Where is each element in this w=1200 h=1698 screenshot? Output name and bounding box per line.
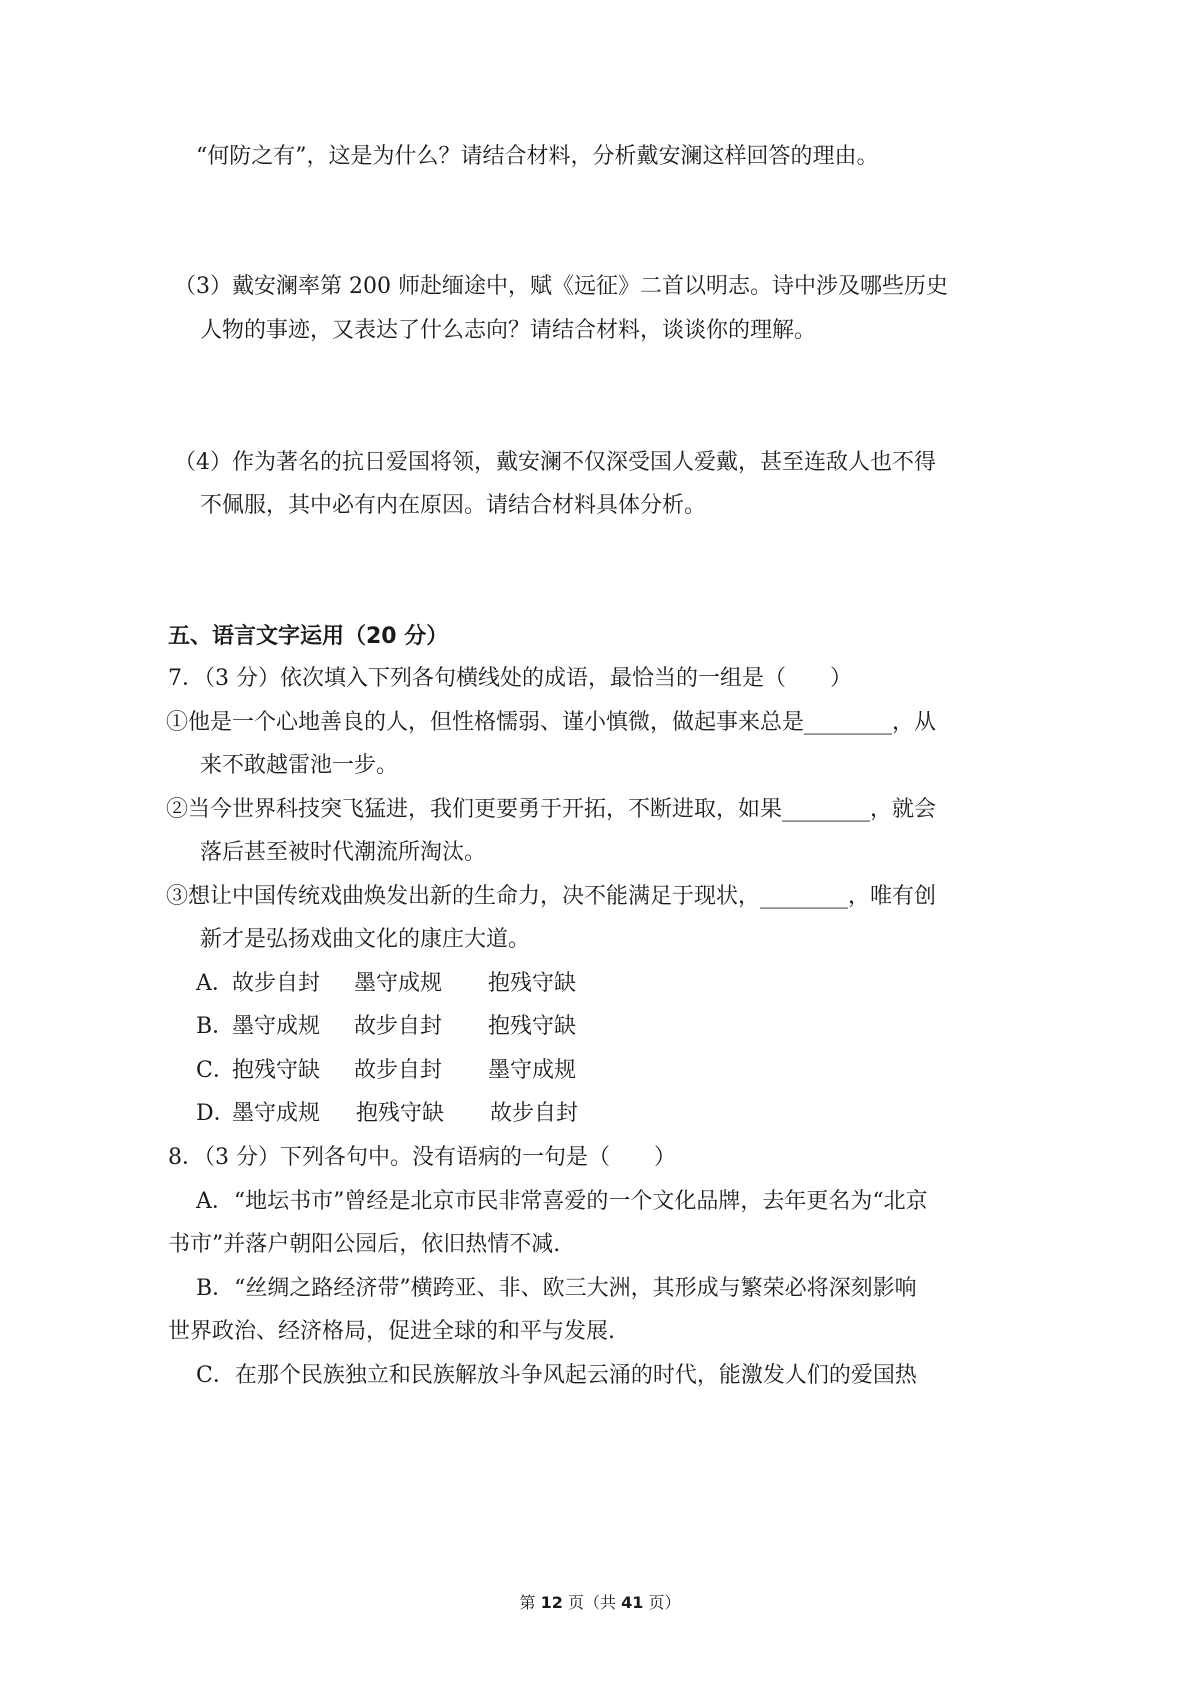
section-heading: 五、语言文字运用（20 分） [168, 624, 449, 649]
option-item-2: 墨守成规 [354, 971, 443, 996]
footer-prefix: 第 [519, 1593, 536, 1612]
q8-option-b-line2: 世界政治、经济格局，促进全球的和平与发展. [168, 1319, 615, 1344]
q8-option-a-line2: 书市”并落户朝阳公园后，依旧热情不减. [168, 1232, 561, 1257]
footer-suffix: 页） [648, 1593, 681, 1612]
option-item-3: 故步自封 [490, 1101, 579, 1126]
q8-option-c-line1: C．在那个民族独立和民族解放斗争风起云涌的时代，能激发人们的爱国热 [196, 1363, 917, 1388]
page-footer [0, 1592, 1200, 1614]
q7-stem: 7．（3 分）依次填入下列各句横线处的成语，最恰当的一组是（ ） [168, 666, 852, 691]
footer-total-pages: 41 [621, 1593, 644, 1612]
q6-p3-line2: 人物的事迹，又表达了什么志向？请结合材料，谈谈你的理解。 [200, 318, 817, 343]
q6-p4-line1: （4）作为著名的抗日爱国将领，戴安澜不仅深受国人爱戴，甚至连敌人也不得 [174, 450, 936, 475]
option-item-3: 抱残守缺 [488, 1014, 577, 1039]
option-item-2: 故步自封 [354, 1058, 443, 1083]
option-item-1: 墨守成规 [232, 1101, 321, 1126]
q8-stem: 8．（3 分）下列各句中。没有语病的一句是（ ） [168, 1145, 676, 1170]
q8-option-b-line1: B．“丝绸之路经济带”横跨亚、非、欧三大洲，其形成与繁荣必将深刻影响 [196, 1276, 917, 1301]
option-item-2: 抱残守缺 [356, 1101, 445, 1126]
q7-sentence1-line2: 来不敢越雷池一步。 [200, 753, 399, 778]
option-label: B． [196, 1014, 235, 1039]
footer-mid: 页（共 [567, 1593, 616, 1612]
option-item-1: 抱残守缺 [232, 1058, 321, 1083]
q7-sentence3-line2: 新才是弘扬戏曲文化的康庄大道。 [200, 927, 531, 952]
q6-p3-line1: （3）戴安澜率第 200 师赴缅途中，赋《远征》二首以明志。诗中涉及哪些历史 [174, 274, 948, 299]
option-item-3: 抱残守缺 [488, 971, 577, 996]
option-item-2: 故步自封 [354, 1014, 443, 1039]
q7-sentence3-line1: ③想让中国传统戏曲焕发出新的生命力，决不能满足于现状，________，唯有创 [166, 884, 937, 909]
q7-sentence1-line1: ①他是一个心地善良的人，但性格懦弱、谨小慎微，做起事来总是________，从 [166, 710, 937, 735]
q8-option-a-line1: A．“地坛书市”曾经是北京市民非常喜爱的一个文化品牌，去年更名为“北京 [196, 1189, 928, 1214]
option-label: C． [196, 1058, 235, 1083]
option-item-1: 墨守成规 [232, 1014, 321, 1039]
q7-sentence2-line1: ②当今世界科技突飞猛进，我们更要勇于开拓，不断进取，如果________，就会 [166, 797, 937, 822]
q6-p4-line2: 不佩服，其中必有内在原因。请结合材料具体分析。 [200, 493, 707, 518]
option-item-1: 故步自封 [232, 971, 321, 996]
q6-p2-tail: “何防之有”，这是为什么？请结合材料，分析戴安澜这样回答的理由。 [196, 144, 879, 169]
option-item-3: 墨守成规 [488, 1058, 577, 1083]
footer-page-number: 12 [540, 1593, 563, 1612]
option-label: A． [196, 971, 234, 996]
option-label: D． [196, 1101, 236, 1126]
q7-sentence2-line2: 落后甚至被时代潮流所淘汰。 [200, 840, 487, 865]
